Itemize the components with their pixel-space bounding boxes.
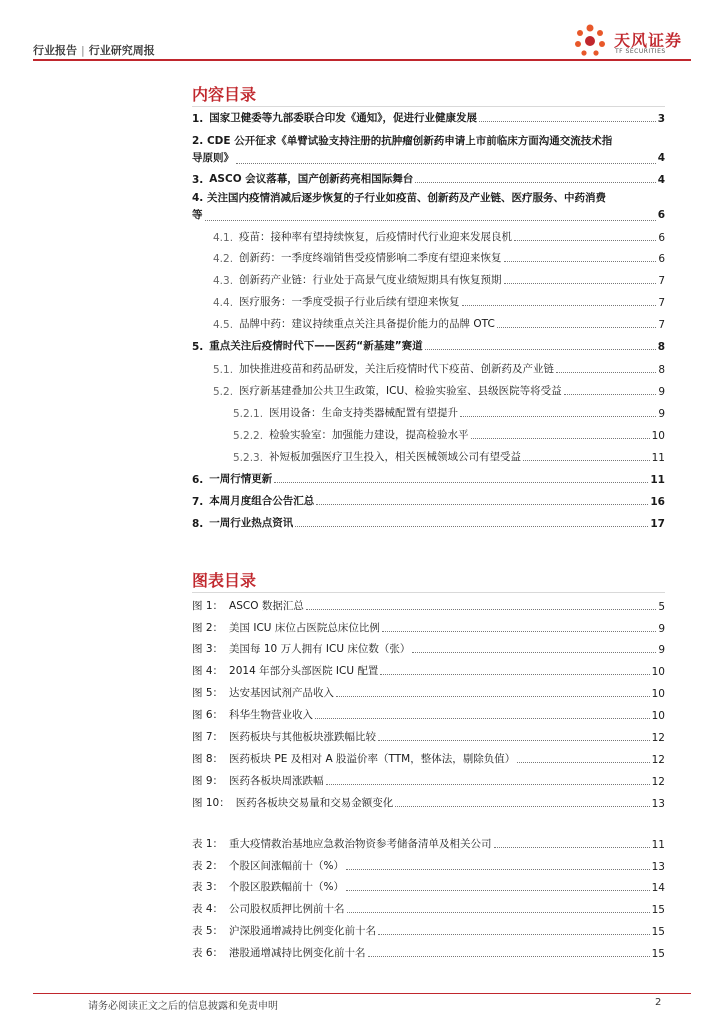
toc-entry-8[interactable]: [192, 515, 665, 530]
figure-page: 12: [651, 776, 665, 788]
toc-entry-text: 重点关注后疫情时代下——医药“新基建”赛道: [209, 340, 423, 352]
dot-leader: [347, 912, 650, 913]
toc-entry-number: 7.: [192, 496, 204, 508]
report-category: [33, 42, 155, 58]
toc-entry-number: 1.: [192, 113, 204, 125]
toc-entry-page: 8: [658, 364, 665, 376]
dot-leader: [346, 869, 650, 870]
dot-leader: [425, 349, 656, 350]
table-caption: 港股通增减持比例变化前十名: [229, 947, 366, 959]
toc-entry-1[interactable]: [192, 110, 665, 125]
dot-leader: [471, 438, 650, 439]
toc-entry-number: 8.: [192, 518, 204, 530]
toc-entry-number: 4.: [192, 192, 204, 204]
dot-leader: [274, 482, 648, 483]
dot-leader: [462, 305, 657, 306]
toc-entry-5[interactable]: [192, 338, 665, 353]
dot-leader: [523, 460, 650, 461]
table-number: 表 2：: [192, 860, 224, 872]
figure-entry-2[interactable]: [192, 620, 665, 635]
header-separator: |: [81, 44, 85, 57]
figure-entry-9[interactable]: [192, 773, 665, 788]
toc-entry-page: 7: [658, 319, 665, 331]
header-divider: [33, 59, 691, 61]
toc-entry-4-1[interactable]: [213, 229, 665, 244]
toc-entry-text: 品牌中药：建议持续重点关注具备提价能力的品牌 OTC: [239, 318, 495, 330]
dot-leader: [517, 762, 649, 763]
toc-entry-number: 4.5.: [213, 319, 234, 331]
toc-entry-page: 4: [657, 174, 665, 186]
table-page: 11: [651, 839, 665, 851]
toc-entry-number: 5.2.1.: [233, 408, 264, 420]
toc-entry-4[interactable]: [192, 190, 665, 224]
figure-page: 13: [651, 798, 665, 810]
toc-entry-page: 16: [650, 496, 665, 508]
table-number: 表 3：: [192, 881, 224, 893]
dot-leader: [564, 394, 657, 395]
figure-number: 图 5：: [192, 687, 224, 699]
figure-entry-8[interactable]: [192, 751, 665, 766]
toc-entry-page: 10: [651, 430, 665, 442]
toc-entry-text-line2: 等: [192, 209, 203, 221]
toc-entry-page: 8: [657, 341, 665, 353]
toc-entry-page: 7: [658, 275, 665, 287]
dot-leader: [306, 609, 656, 610]
table-number: 表 5：: [192, 925, 224, 937]
toc-entry-text: 补短板加强医疗卫生投入，相关医械领域公司有望受益: [269, 451, 522, 463]
toc-entry-4-4[interactable]: [213, 294, 665, 309]
toc-entry-page: 6: [658, 253, 665, 265]
figure-caption: ASCO 数据汇总: [229, 600, 304, 612]
toc-entry-text: 医用设备：生命支持类器械配置有望提升: [269, 407, 459, 419]
table-number: 表 4：: [192, 903, 224, 915]
toc-title: 内容目录: [192, 85, 257, 104]
dot-leader: [494, 847, 650, 848]
toc-entry-page: 11: [650, 474, 665, 486]
table-entry-4[interactable]: [192, 901, 665, 916]
figure-page: 9: [658, 644, 665, 656]
toc-entry-4-3[interactable]: [213, 272, 665, 287]
toc-entry-5-2-2[interactable]: [233, 427, 665, 442]
table-entry-1[interactable]: [192, 836, 665, 851]
figure-number: 图 4：: [192, 665, 224, 677]
dot-leader: [368, 956, 650, 957]
toc-entry-4-5[interactable]: [213, 316, 665, 331]
dot-leader: [380, 674, 649, 675]
dot-leader: [316, 504, 648, 505]
table-entry-5[interactable]: [192, 923, 665, 938]
figure-caption: 医药各板块交易量和交易金额变化: [235, 797, 394, 809]
table-page: 15: [651, 948, 665, 960]
toc-entry-text-line2: 导原则》: [192, 152, 234, 164]
toc-entry-page: 6: [658, 232, 665, 244]
dot-leader: [504, 261, 657, 262]
toc-entry-text: ASCO 会议落幕，国产创新药亮相国际舞台: [209, 173, 414, 185]
toc-entry-text: 创新药：一季度终端销售受疫情影响二季度有望迎来恢复: [239, 252, 502, 264]
figure-entry-6[interactable]: [192, 707, 665, 722]
footer-disclaimer: 请务必阅读正文之后的信息披露和免责申明: [88, 1001, 278, 1012]
figure-page: 10: [651, 710, 665, 722]
footer-divider: [33, 993, 691, 994]
company-logo: [570, 22, 700, 60]
dot-leader: [236, 163, 656, 164]
dot-leader: [412, 652, 656, 653]
toc-entry-text: 国家卫健委等九部委联合印发《通知》，促进行业健康发展: [209, 112, 478, 124]
toc-entry-page: 7: [658, 297, 665, 309]
toc-entry-number: 5.2.2.: [233, 430, 264, 442]
figure-page: 12: [651, 754, 665, 766]
toc-entry-number: 5.1.: [213, 364, 234, 376]
toc-entry-number: 4.4.: [213, 297, 234, 309]
dot-leader: [378, 740, 650, 741]
table-page: 15: [651, 926, 665, 938]
figure-number: 图 2：: [192, 622, 224, 634]
toc-entry-text: 加快推进疫苗和药品研发，关注后疫情时代下疫苗、创新药及产业链: [239, 363, 555, 375]
figure-page: 12: [651, 732, 665, 744]
toc-entry-number: 4.3.: [213, 275, 234, 287]
figure-caption: 医药板块 PE 及相对 A 股溢价率（TTM，整体法，剔除负值）: [229, 753, 516, 765]
toc-entry-text: 本周月度组合公告汇总: [209, 495, 315, 507]
toc-entry-number: 4.1.: [213, 232, 234, 244]
toc-entry-4-2[interactable]: [213, 250, 665, 265]
figure-caption: 医药各板块周涨跌幅: [229, 775, 324, 787]
dot-leader: [415, 182, 655, 183]
figure-number: 图 6：: [192, 709, 224, 721]
toc-entry-page: 9: [658, 408, 665, 420]
figure-number: 图 9：: [192, 775, 224, 787]
figure-caption: 美国每 10 万人拥有 ICU 床位数（张）: [229, 643, 411, 655]
table-caption: 个股区股跌幅前十（%）: [229, 881, 345, 893]
dot-leader: [346, 890, 650, 891]
toc-entry-page: 17: [650, 518, 665, 530]
toc-entry-number: 3.: [192, 174, 204, 186]
logo-name: 天风证券: [614, 31, 683, 50]
toc-entry-text: 疫苗：接种率有望持续恢复，后疫情时代行业迎来发展良机: [239, 231, 513, 243]
toc-entry-text: 一周行情更新: [209, 473, 273, 485]
figure-number: 图 7：: [192, 731, 224, 743]
figure-page: 10: [651, 688, 665, 700]
toc-entry-text: 医疗新基建叠加公共卫生政策，ICU、检验实验室、县级医院等将受益: [239, 385, 562, 397]
figure-caption: 2014 年部分头部医院 ICU 配置: [229, 665, 379, 677]
toc-entry-text: 创新药产业链：行业处于高景气度业绩短期具有恢复预期: [239, 274, 502, 286]
report-type: 行业报告: [33, 44, 77, 57]
figure-number: 图 1：: [192, 600, 224, 612]
toc-entry-text: 一周行业热点资讯: [209, 517, 294, 529]
dot-leader: [504, 283, 657, 284]
toc-entry-text-line1: 关注国内疫情消减后逐步恢复的子行业如疫苗、创新药及产业链、医疗服务、中药消费: [206, 192, 606, 204]
figure-entry-1[interactable]: [192, 598, 665, 613]
figure-entry-3[interactable]: [192, 641, 665, 656]
logo-english-name: TF SECURITIES: [615, 48, 666, 55]
figures-title-rule: [192, 592, 665, 593]
toc-entry-number: 4.2.: [213, 253, 234, 265]
table-number: 表 1：: [192, 838, 224, 850]
table-entry-2[interactable]: [192, 858, 665, 873]
figure-page: 10: [651, 666, 665, 678]
figure-entry-4[interactable]: [192, 663, 665, 678]
figure-number: 图 10：: [192, 797, 230, 809]
figure-page: 5: [658, 601, 665, 613]
toc-entry-page: 4: [657, 152, 665, 164]
dot-leader: [382, 631, 656, 632]
dot-leader: [326, 784, 650, 785]
toc-title-rule: [192, 106, 665, 107]
dot-leader: [497, 327, 657, 328]
table-entry-6[interactable]: [192, 945, 665, 960]
toc-entry-5-2-3[interactable]: [233, 449, 665, 464]
toc-entry-3[interactable]: [192, 171, 665, 186]
figure-number: 图 8：: [192, 753, 224, 765]
table-page: 14: [651, 882, 665, 894]
toc-entry-7[interactable]: [192, 493, 665, 508]
figure-entry-5[interactable]: [192, 685, 665, 700]
table-caption: 重大疫情救治基地应急救治物资参考储备清单及相关公司: [229, 838, 492, 850]
figure-page: 9: [658, 623, 665, 635]
figure-caption: 医药板块与其他板块涨跌幅比较: [229, 731, 377, 743]
figure-entry-7[interactable]: [192, 729, 665, 744]
table-caption: 个股区间涨幅前十（%）: [229, 860, 345, 872]
dot-leader: [336, 696, 650, 697]
toc-entry-5-1[interactable]: [213, 361, 665, 376]
toc-entry-6[interactable]: [192, 471, 665, 486]
toc-entry-number: 5.2.: [213, 386, 234, 398]
dot-leader: [460, 416, 656, 417]
figure-number: 图 3：: [192, 643, 224, 655]
toc-entry-2[interactable]: [192, 133, 665, 167]
dot-leader: [205, 220, 656, 221]
toc-entry-number: 6.: [192, 474, 204, 486]
figure-caption: 科华生物营业收入: [229, 709, 314, 721]
figure-caption: 达安基因试剂产品收入: [229, 687, 335, 699]
figure-entry-10[interactable]: [192, 795, 665, 810]
table-page: 15: [651, 904, 665, 916]
table-entry-3[interactable]: [192, 879, 665, 894]
toc-entry-5-2[interactable]: [213, 383, 665, 398]
footer-page-number: 2: [655, 997, 662, 1008]
toc-entry-text: 检验实验室：加强能力建设，提高检验水平: [269, 429, 469, 441]
dot-leader: [479, 121, 656, 122]
toc-entry-page: 3: [657, 113, 665, 125]
table-number: 表 6：: [192, 947, 224, 959]
toc-entry-text-line1: CDE 公开征求《单臂试验支持注册的抗肿瘤创新药申请上市前临床方面沟通交流技术指: [206, 135, 613, 147]
toc-entry-page: 11: [651, 452, 665, 464]
toc-entry-number: 5.2.3.: [233, 452, 264, 464]
toc-entry-5-2-1[interactable]: [233, 405, 665, 420]
dot-leader: [556, 372, 656, 373]
report-subtype: 行业研究周报: [88, 44, 155, 57]
table-page: 13: [651, 861, 665, 873]
dot-leader: [514, 240, 656, 241]
toc-entry-text: 医疗服务：一季度受损子行业后续有望迎来恢复: [239, 296, 460, 308]
dot-leader: [378, 934, 650, 935]
figures-toc-title: 图表目录: [192, 571, 257, 590]
toc-entry-page: 6: [657, 209, 665, 221]
toc-entry-number: 5.: [192, 341, 204, 353]
table-caption: 公司股权质押比例前十名: [229, 903, 345, 915]
table-caption: 沪深股通增减持比例变化前十名: [229, 925, 377, 937]
dot-leader: [395, 806, 649, 807]
toc-entry-page: 9: [658, 386, 665, 398]
toc-entry-number: 2.: [192, 135, 204, 147]
dot-leader: [295, 526, 648, 527]
dot-leader: [315, 718, 650, 719]
logo-flower-icon: [570, 22, 610, 60]
figure-caption: 美国 ICU 床位占医院总床位比例: [229, 622, 380, 634]
